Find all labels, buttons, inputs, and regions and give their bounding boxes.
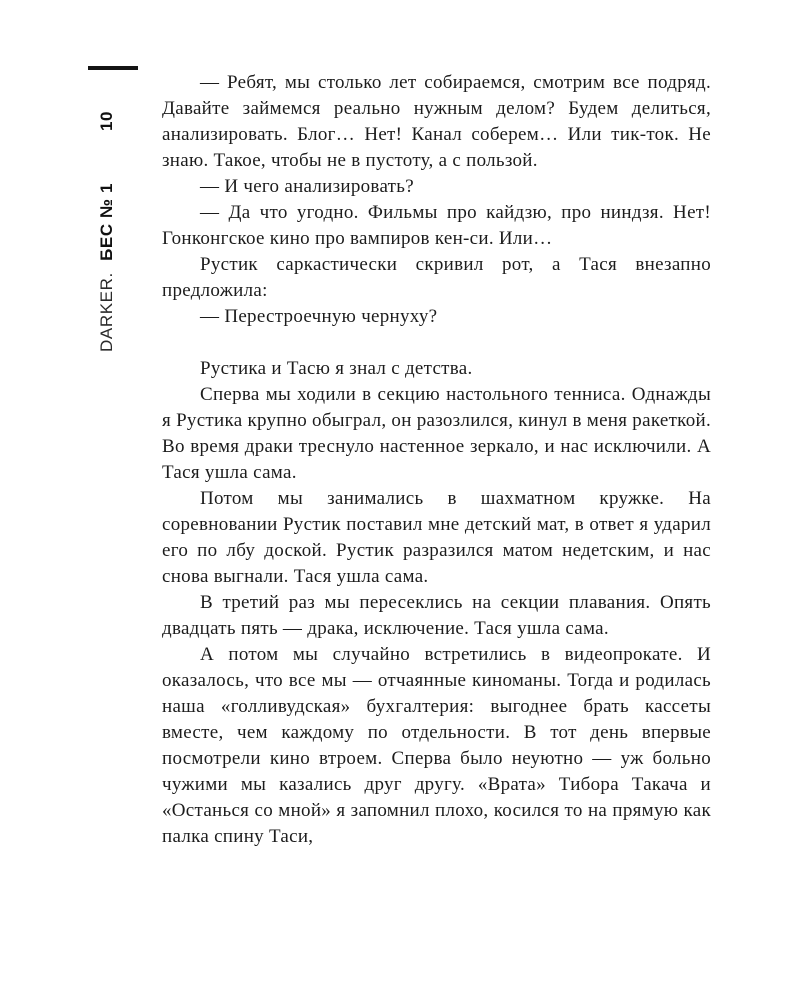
paragraph: В третий раз мы пересеклись на секции плавания. Опять двадцать пять — драка, исключение. Тася ушла сама.: [162, 592, 711, 639]
paragraph: Рустик саркастически скривил рот, а Тася внезапно предложила:: [162, 254, 711, 301]
paragraph-section-start: Рустика и Тасю я знал с детства.: [200, 358, 473, 379]
running-head: [97, 183, 117, 352]
paragraph: Сперва мы ходили в секцию настольного тенниса. Однажды я Рустика крупно обыграл, он разозлился, кинул в меня ракеткой. Во время драки треснуло настенное зеркало, и нас исключили. А Тася ушла сама.: [162, 384, 711, 483]
body-text: [162, 70, 711, 850]
paragraph-dialog: — Да что угодно. Фильмы про кайдзю, про ниндзя. Нет! Гонконгское кино про вампиров кен-си. Или…: [162, 202, 711, 249]
paragraph-dialog: — Ребят, мы столько лет собираемся, смотрим все подряд. Давайте займемся реально нужным делом? Будем делиться, анализировать. Блог… Нет! Канал соберем… Или тик-ток. Не знаю. Такое, чтобы не в пустоту, а с пользой.: [162, 72, 711, 171]
paragraph: Потом мы занимались в шахматном кружке. На соревновании Рустик поставил мне детский мат, в ответ я ударил его по лбу доской. Рустик разразился матом недетским, и нас снова выгнали. Тася ушла сама.: [162, 488, 711, 587]
paragraph-dialog: — И чего анализировать?: [200, 176, 414, 197]
running-head-issue: БЕС № 1: [97, 183, 116, 261]
margin-rule: [88, 66, 138, 70]
paragraph-dialog: — Перестроечную чернуху?: [200, 306, 438, 327]
paragraph: А потом мы случайно встретились в видеопрокате. И оказалось, что все мы — отчаянные киноманы. Тогда и родилась наша «голливудская» бухгалтерия: выгоднее брать кассеты вместе, чем каждому по отдельности. В тот день впервые посмотрели кино втроем. Сперва было неуютно — уж больно чужими мы казались друг другу. «Врата» Тибора Такача и «Останься со мной» я запомнил плохо, косился то на прямую как палка спину Таси,: [162, 644, 711, 847]
running-head-series: DARKER.: [97, 272, 116, 352]
page-number: 10: [97, 110, 116, 131]
